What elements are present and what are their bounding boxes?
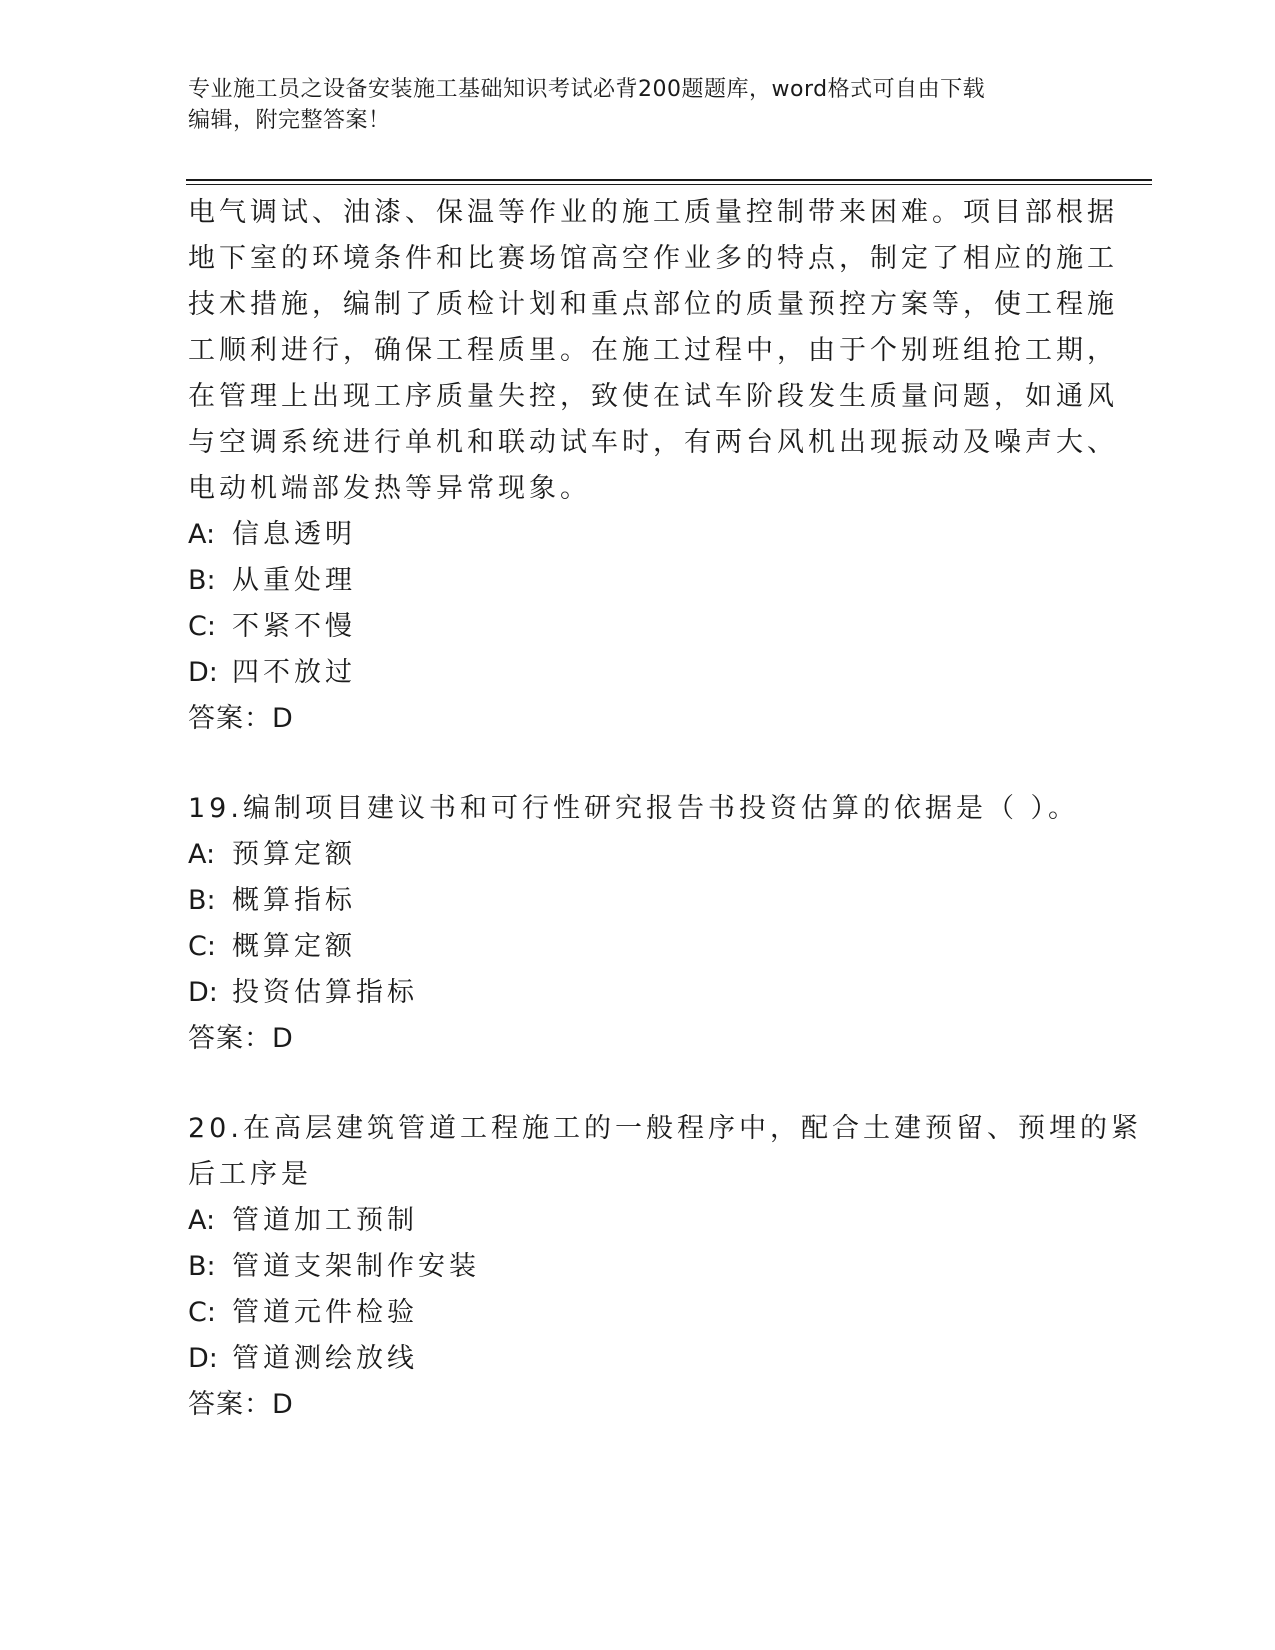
option-c (188, 1290, 1088, 1336)
option-text: 投资估算指标 (232, 977, 418, 1008)
question-text-line: 19.编制项目建议书和可行性研究报告书投资估算的依据是（ ）。 (188, 793, 1080, 824)
question-19 (188, 786, 1088, 1062)
option-text: 四不放过 (232, 657, 356, 688)
option-b (188, 878, 1088, 924)
option-c (188, 924, 1088, 970)
question-text-line: 后工序是 (188, 1159, 312, 1190)
option-letter: C: (188, 611, 216, 642)
option-text: 管道支架制作安装 (232, 1251, 480, 1282)
option-letter: D: (188, 657, 218, 688)
option-letter: B: (188, 1251, 216, 1282)
option-letter: B: (188, 565, 216, 596)
spacer (188, 1062, 1088, 1106)
question-20 (188, 1106, 1142, 1428)
answer-line: 答案：D (188, 1023, 294, 1054)
header-title-line-1: 专业施工员之设备安装施工基础知识考试必背200题题库，word格式可自由下载 (188, 77, 986, 102)
answer-line: 答案：D (188, 703, 294, 734)
question-text-line: 电气调试、油漆、保温等作业的施工质量控制带来困难。项目部根据 (188, 197, 1118, 228)
option-text: 概算定额 (232, 931, 356, 962)
option-c (188, 604, 1088, 650)
question-text-line: 工顺利进行，确保工程质里。在施工过程中，由于个别班组抢工期， (188, 335, 1118, 366)
option-letter: A: (188, 1205, 216, 1236)
option-text: 概算指标 (232, 885, 356, 916)
option-d (188, 1336, 1088, 1382)
question-text-line: 地下室的环境条件和比赛场馆高空作业多的特点，制定了相应的施工 (188, 243, 1118, 274)
document-body (188, 190, 1142, 1428)
header-divider-thin (186, 184, 1152, 185)
option-d (188, 970, 1088, 1016)
option-letter: D: (188, 977, 218, 1008)
option-letter: C: (188, 931, 216, 962)
question-text-line: 与空调系统进行单机和联动试车时，有两台风机出现振动及噪声大、 (188, 427, 1118, 458)
question-text-line: 20.在高层建筑管道工程施工的一般程序中，配合土建预留、预埋的紧 (188, 1113, 1142, 1144)
option-letter: A: (188, 519, 216, 550)
option-b (188, 1244, 1088, 1290)
option-text: 管道测绘放线 (232, 1343, 418, 1374)
question-text-line: 电动机端部发热等异常现象。 (188, 473, 591, 504)
option-letter: D: (188, 1343, 218, 1374)
document-header (188, 74, 1068, 136)
option-a (188, 512, 1088, 558)
option-b (188, 558, 1088, 604)
question-text-line: 在管理上出现工序质量失控，致使在试车阶段发生质量问题，如通风 (188, 381, 1118, 412)
header-title-line-2: 编辑，附完整答案！ (188, 108, 391, 133)
question-18 (188, 190, 1118, 742)
question-text-line: 技术措施，编制了质检计划和重点部位的质量预控方案等，使工程施 (188, 289, 1118, 320)
option-text: 管道元件检验 (232, 1297, 418, 1328)
option-text: 从重处理 (232, 565, 356, 596)
header-divider-thick (186, 179, 1152, 181)
option-letter: A: (188, 839, 216, 870)
option-d (188, 650, 1088, 696)
option-text: 管道加工预制 (232, 1205, 418, 1236)
option-text: 预算定额 (232, 839, 356, 870)
option-text: 不紧不慢 (232, 611, 356, 642)
option-letter: C: (188, 1297, 216, 1328)
option-text: 信息透明 (232, 519, 356, 550)
option-a (188, 1198, 1088, 1244)
spacer (188, 742, 1088, 786)
option-letter: B: (188, 885, 216, 916)
option-a (188, 832, 1088, 878)
answer-line: 答案：D (188, 1389, 294, 1420)
